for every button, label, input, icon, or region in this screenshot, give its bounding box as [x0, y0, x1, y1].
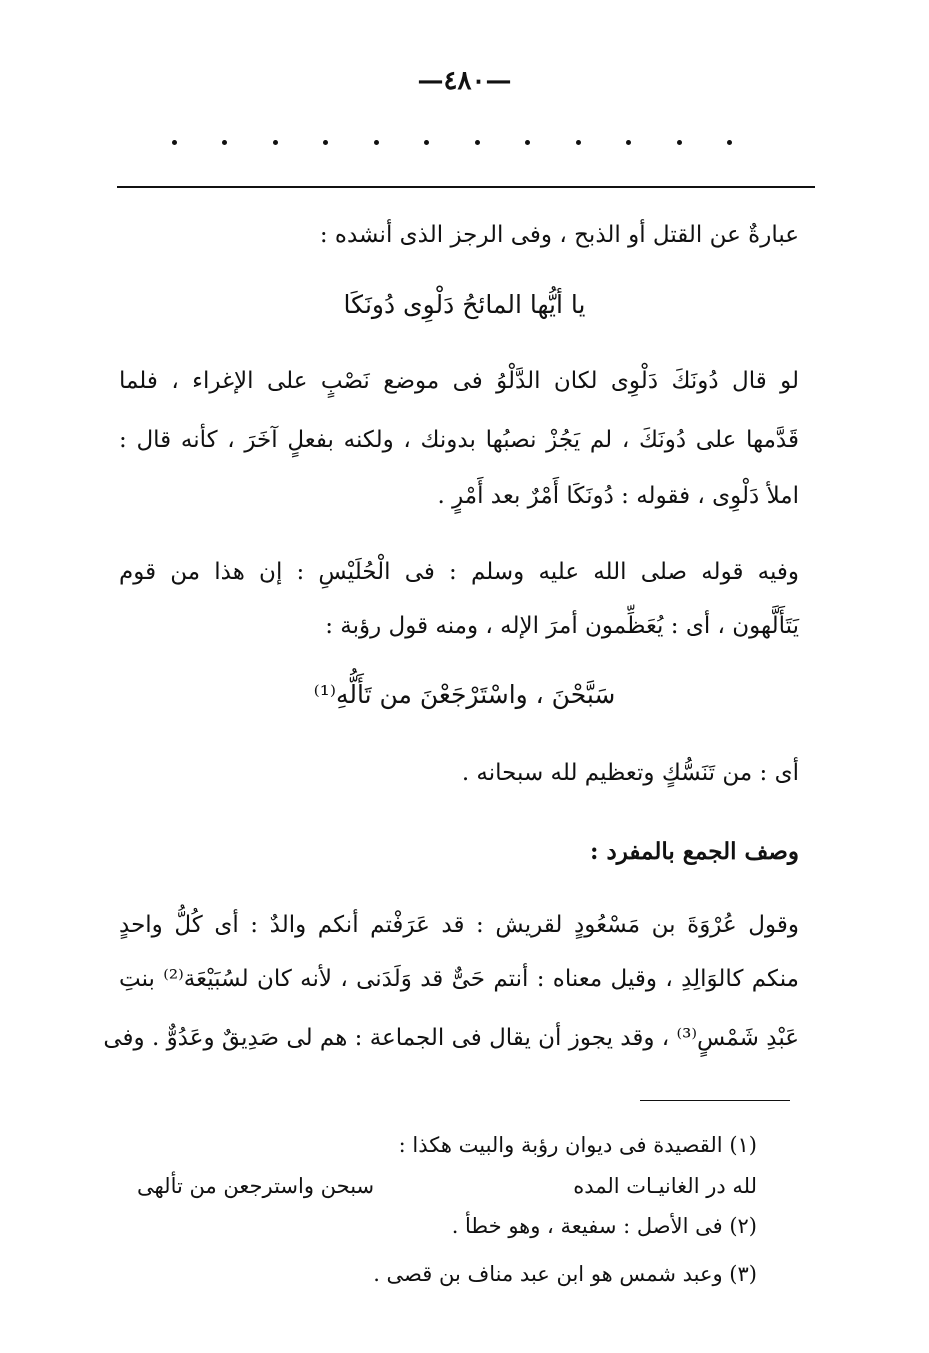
footnote-1-verse [137, 1174, 757, 1198]
ornament-dot [172, 140, 177, 145]
ornament-dot [374, 140, 379, 145]
section-heading: وصف الجمع بالمفرد : [589, 838, 799, 865]
body-line-7: أى : من تَنَسُّكٍ وتعظيم لله سبحانه . [461, 760, 799, 786]
verse-2: سَبَّحْنَ ، واسْتَرْجَعْنَ من تَأَلُّهِ⁽¹⁾ [313, 680, 616, 709]
ornament-dot [677, 140, 682, 145]
ornament-dot [323, 140, 328, 145]
ornament-dot [727, 140, 732, 145]
footnote-3: (٣) وعبد شمس هو ابن عبد مناف بن قصى . [373, 1262, 757, 1286]
ornament-dot [424, 140, 429, 145]
header-rule [117, 186, 815, 188]
footnote-1: (١) القصيدة فى ديوان رؤبة والبيت هكذا : [398, 1133, 757, 1157]
body-line-5: وفيه قوله صلى الله عليه وسلم : فى الْحُلَيْسِ : إن هذا من قوم [119, 559, 799, 585]
ornament-dots [172, 140, 732, 145]
footnote-2: (٢) فى الأصل : سفيعة ، وهو خطأ . [451, 1214, 757, 1238]
body-line-9: منكم كالوَالِدِ ، وقيل معناه : أنتم حَىٌّ قد وَلَدَنى ، لأنه كان لسُبَيْعَة⁽²⁾ بنتِ [119, 966, 799, 992]
body-line-1: عبارةٌ عن القتل أو الذبح ، وفى الرجز الذى أنشده : [319, 222, 799, 248]
footnote-1-verse-first: لله در الغانيـات المده [573, 1174, 757, 1198]
verse-1: يا أيُّها المائحُ دَلْوِى دُونَكَا [343, 290, 586, 319]
body-line-3: قَدَّمها على دُونَكَ ، لم يَجُزْ نصبُها بدونك ، ولكنه بفعلٍ آخَرَ ، كأنه قال : [119, 427, 799, 453]
ornament-dot [626, 140, 631, 145]
ornament-dot [475, 140, 480, 145]
ornament-dot [576, 140, 581, 145]
body-line-8: وقول عُرْوَةَ بن مَسْعُودٍ لقريش : قد عَرَفْتم أنكم والدٌ : أى كُلُّ واحدٍ [119, 912, 799, 938]
ornament-dot [273, 140, 278, 145]
footnote-rule [640, 1100, 790, 1101]
ornament-dot [525, 140, 530, 145]
body-line-10: عَبْدِ شَمْسٍ⁽³⁾ ، وقد يجوز أن يقال فى الجماعة : هم لى صَدِيقٌ وعَدُوٌّ . وفى [103, 1025, 799, 1051]
footnote-1-verse-second: سبحن واسترجعن من تألهى [137, 1174, 375, 1198]
body-line-4: املأ دَلْوِى ، فقوله : دُونَكَا أَمْرٌ بعد أَمْرٍ . [437, 483, 799, 509]
body-line-6: يَتَأَلَّهون ، أى : يُعَظِّمون أمرَ الإله ، ومنه قول رؤبة : [325, 613, 799, 639]
page-number: —٤٨٠— [417, 66, 512, 96]
ornament-dot [222, 140, 227, 145]
body-line-2: لو قال دُونَكَ دَلْوِى لكان الدَّلْوُ فى موضع نَصْبٍ على الإغراء ، فلما [119, 368, 799, 394]
